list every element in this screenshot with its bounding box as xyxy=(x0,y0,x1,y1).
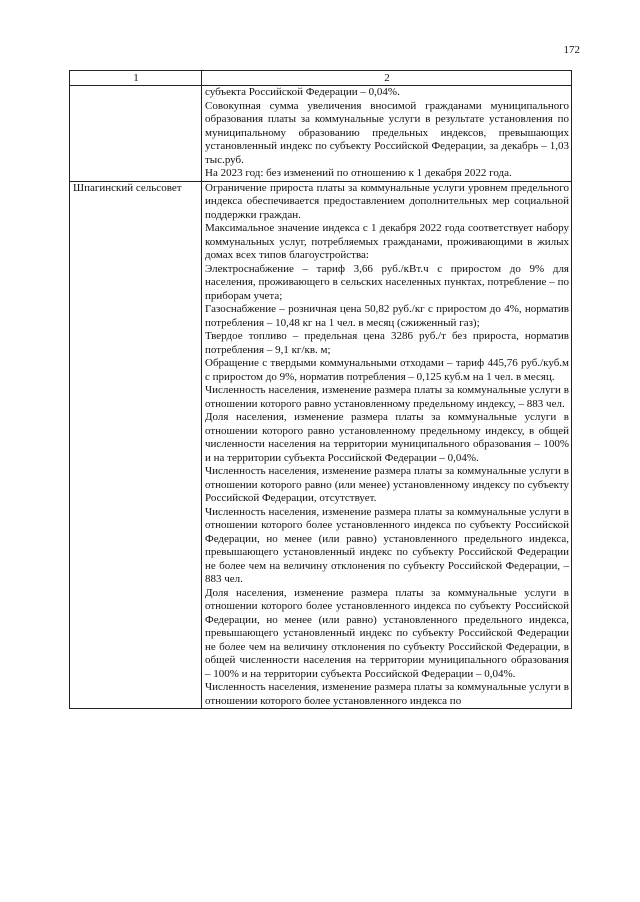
paragraph: Численность населения, изменение размера платы за коммунальные услуги в отношении которого равно установленному предельному индексу, – 883 чел. xyxy=(205,384,569,410)
paragraph: Доля населения, изменение размера платы за коммунальные услуги в отношении которого более установленного индекса по субъекту Российской Федерации, но менее (или равно) установленного предельного индекса, превышающего установленный индекс по субъекту Российской Федерации не более чем на величину отклонения по субъекту Российской Федерации, в общей численности населения на территории муниципального образования – 100% и на территории субъекта Российской Федерации – 0,04%. xyxy=(205,586,569,680)
municipality-cell: Шпагинский сельсовет xyxy=(70,181,202,709)
paragraph: Совокупная сумма увеличения вносимой гражданами муниципального образования платы за коммунальные услуги в результате установления по муниципальному образованию предельных индексов, превышающих установленный индекс по субъекту Российской Федерации, за декабрь – 1,03 тыс.руб. xyxy=(205,99,569,166)
municipality-cell xyxy=(70,86,202,182)
page-number: 172 xyxy=(563,44,580,56)
paragraph: субъекта Российской Федерации – 0,04%. xyxy=(205,86,400,98)
paragraph: Доля населения, изменение размера платы за коммунальные услуги в отношении которого равно установленному предельному индексу, в общей численности населения на территории муниципального образования – 100% и на территории субъекта Российской Федерации – 0,04%. xyxy=(205,411,569,464)
paragraph: Электроснабжение – тариф 3,66 руб./кВт.ч с приростом до 9% для населения, проживающего в сельских населенных пунктах, потребление – по приборам учета; xyxy=(205,262,569,302)
column-header-1: 1 xyxy=(70,71,202,86)
paragraph: Максимальное значение индекса с 1 декабря 2022 года соответствует набору коммунальных услуг, потребляемых гражданами, проживающими в жилых домах всех типов благоустройства: xyxy=(205,222,569,261)
description-cell xyxy=(202,86,572,182)
document-table xyxy=(69,70,572,709)
table-row xyxy=(70,86,572,182)
paragraph: Газоснабжение – розничная цена 50,82 руб./кг с приростом до 4%, норматив потребления – 10,48 кг на 1 чел. в месяц (сжиженный газ); xyxy=(205,303,569,329)
column-header-2: 2 xyxy=(202,71,572,86)
paragraph: Ограничение прироста платы за коммунальные услуги уровнем предельного индекса обеспечивается предоставлением дополнительных мер социальной поддержки граждан. xyxy=(205,181,569,221)
paragraph: Твердое топливо – предельная цена 3286 руб./т без прироста, норматив потребления – 9,1 кг/кв. м; xyxy=(205,330,569,356)
paragraph: Численность населения, изменение размера платы за коммунальные услуги в отношении которого более установленного индекса по субъекту Российской Федерации, но менее (или равно) установленного предельного индекса, превышающего установленный индекс по субъекту Российской Федерации не более чем на величину отклонения по субъекту Российской Федерации, – 883 чел. xyxy=(205,505,569,585)
table-header-row xyxy=(70,71,572,86)
paragraph: На 2023 год: без изменений по отношению к 1 декабря 2022 года. xyxy=(205,167,512,179)
paragraph: Обращение с твердыми коммунальными отходами – тариф 445,76 руб./куб.м с приростом до 9%, норматив потребления – 0,125 куб.м на 1 чел. в месяц. xyxy=(205,357,569,383)
paragraph: Численность населения, изменение размера платы за коммунальные услуги в отношении которого более установленного индекса по xyxy=(205,681,569,707)
description-cell xyxy=(202,181,572,709)
paragraph: Численность населения, изменение размера платы за коммунальные услуги в отношении которого равно (или менее) установленному индексу по субъекту Российской Федерации, отсутствует. xyxy=(205,465,569,504)
table-row xyxy=(70,181,572,709)
